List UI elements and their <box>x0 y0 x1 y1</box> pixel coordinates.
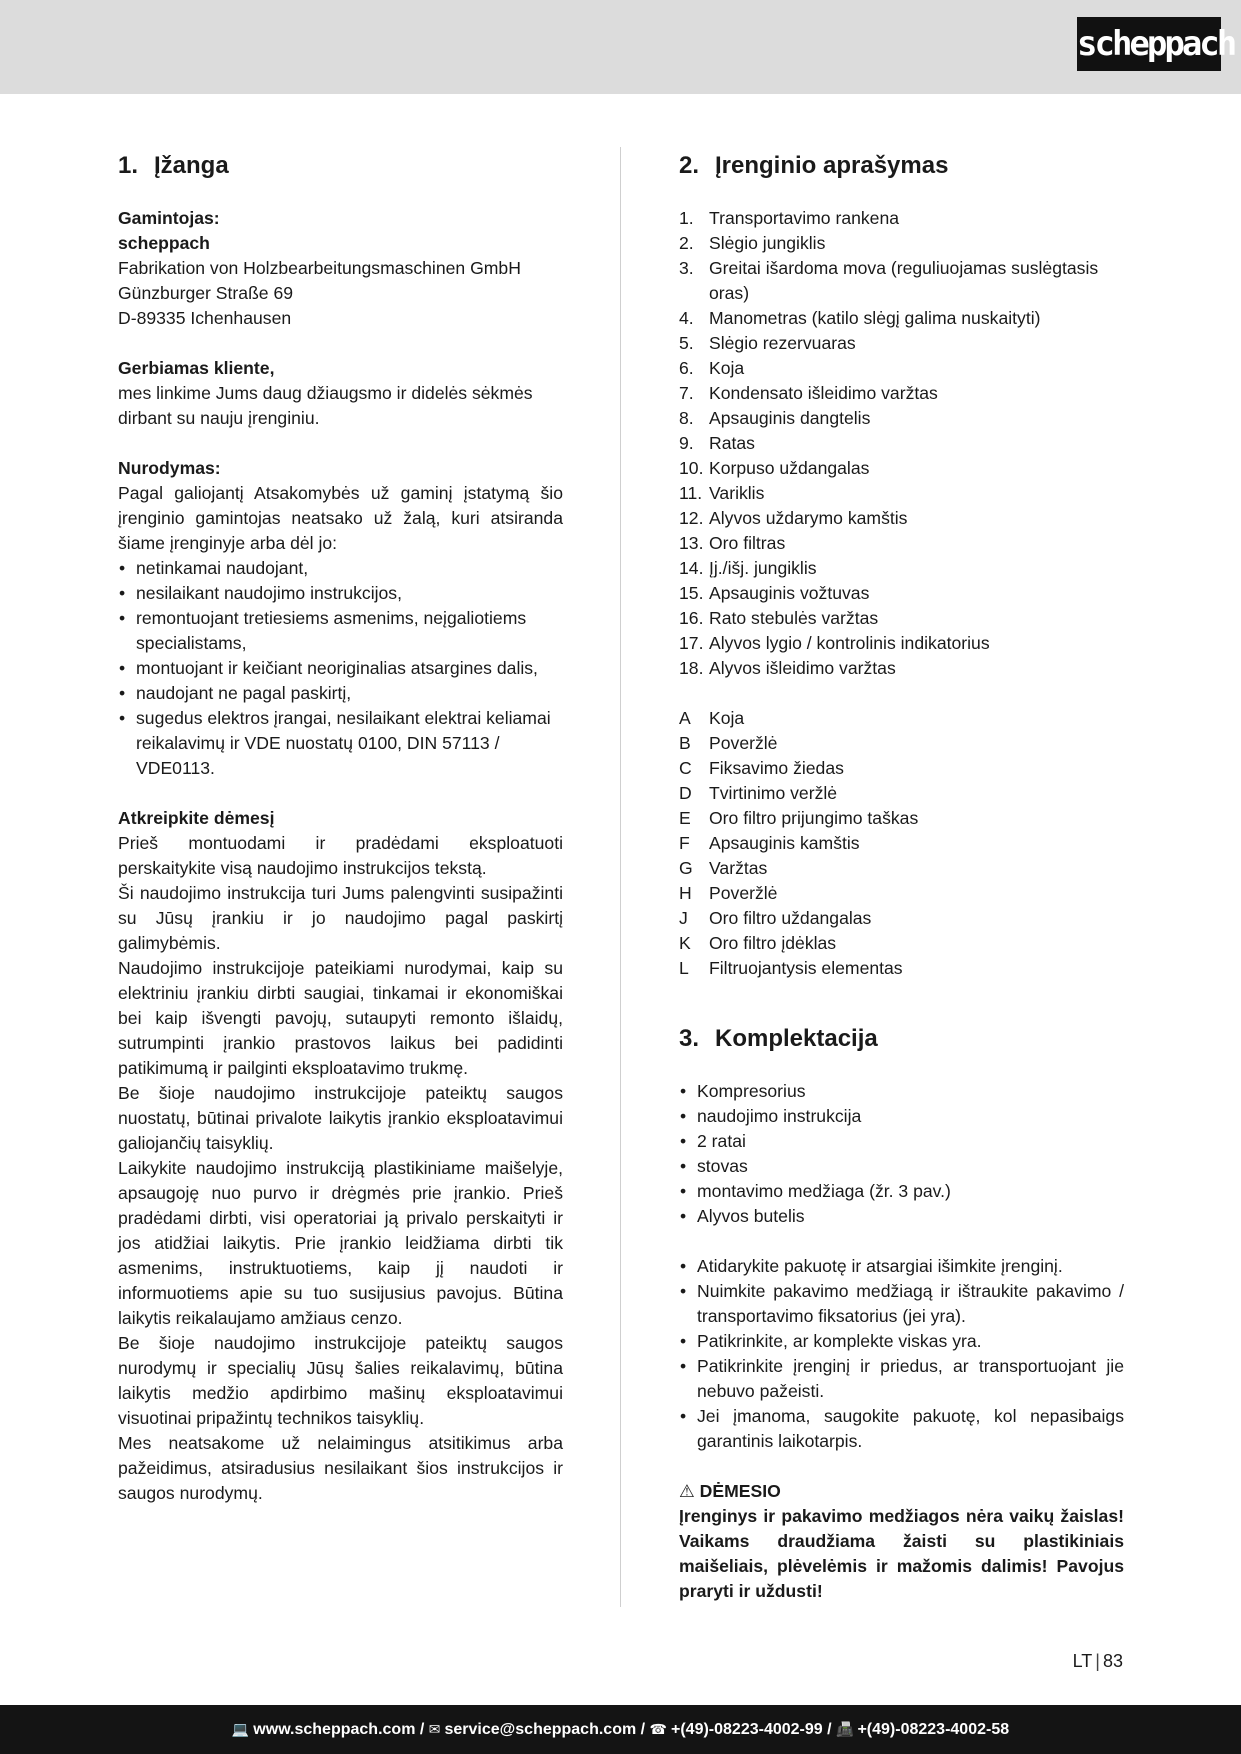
list-item: • sugedus elektros įrangai, nesilaikant elektrai keliamai reikalavimų ir VDE nuostatų 0100, DIN 57113 / VDE0113. <box>118 706 563 781</box>
list-item: E Oro filtro prijungimo taškas <box>679 808 919 828</box>
attention-paragraph: Laikykite naudojimo instrukciją plastikiniame maišelyje, apsaugoję nuo purvo ir drėgmės prie įrankio. Prieš pradėdami dirbti, visi operatoriai ją privalo perskaityti ir jos atidžiai laikytis. Prie įrankio leidžiama dirbti tik asmenims, instruktuotiems, kaip jį naudoti ir informuotiems apie su tuo susijusius pavojus. Būtina laikytis reikalaujamo amžiaus cenzo. <box>118 1158 563 1328</box>
list-item: 18. Alyvos išleidimo varžtas <box>679 658 896 678</box>
list-item: B Poveržlė <box>679 733 778 753</box>
section-number: 3. <box>679 1025 700 1052</box>
list-item: • 2 ratai <box>679 1129 1124 1154</box>
attention-paragraph: Naudojimo instrukcijoje pateikiami nurodymai, kaip su elektriniu įrankiu dirbti saugiai, tinkamai ir ekonomiškai bei kaip išvengti pavojų, sutaupyti remonto išlaidų, sutrumpinti įrankio prastovos laikus bei padidinti patikimumą ir pailginti eksploatavimo trukmę. <box>118 958 563 1078</box>
section-1-heading <box>118 150 563 182</box>
scheppach-logo: scheppach <box>1077 17 1221 71</box>
attention-title: Atkreipkite dėmesį <box>118 808 275 828</box>
list-item: • Alyvos butelis <box>679 1204 1124 1229</box>
list-item: 12. Alyvos uždarymo kamštis <box>679 508 908 528</box>
attention-paragraph: Mes neatsakome už nelaimingus atsitikimus arba pažeidimus, atsiradusius nesilaikant šios instrukcijos ir saugos nurodymų. <box>118 1433 563 1503</box>
list-item: 6. Koja <box>679 358 745 378</box>
website-link[interactable]: www.scheppach.com <box>253 1721 416 1738</box>
computer-icon: 💻 <box>231 1721 250 1737</box>
section-number: 1. <box>118 152 139 179</box>
manufacturer-line: Günzburger Straße 69 <box>118 283 294 303</box>
list-item: J Oro filtro uždangalas <box>679 908 872 928</box>
phone-number: +(49)-08223-4002-99 <box>671 1721 823 1738</box>
parts-list <box>679 206 1124 681</box>
list-item: 1. Transportavimo rankena <box>679 208 900 228</box>
list-item: • Patikrinkite, ar komplekte viskas yra. <box>679 1329 1124 1354</box>
page-number: LT | 83 <box>1072 1651 1123 1671</box>
warning-heading <box>679 1479 1124 1504</box>
greeting-title: Gerbiamas kliente, <box>118 358 275 378</box>
list-item: • naudojant ne pagal paskirtį, <box>118 681 563 706</box>
manufacturer-line: D-89335 Ichenhausen <box>118 308 292 328</box>
manufacturer-name: scheppach <box>118 233 210 253</box>
email-link[interactable]: service@scheppach.com <box>444 1721 637 1738</box>
list-item: • netinkamai naudojant, <box>118 556 563 581</box>
list-item: • remontuojant tretiesiems asmenims, neįgaliotiems specialistams, <box>118 606 563 656</box>
list-item: G Varžtas <box>679 858 768 878</box>
fax-number: +(49)-08223-4002-58 <box>857 1721 1010 1738</box>
list-item: 9. Ratas <box>679 433 755 453</box>
unpacking-steps-list <box>679 1254 1124 1454</box>
right-column <box>679 150 1124 1604</box>
note-intro: Pagal galiojantį Atsakomybės už gaminį įstatymą šio įrenginio gamintojas neatsako už žalą, kuri atsiranda šiame įrenginyje arba dėl jo: <box>118 483 563 553</box>
contact-footer: 💻 www.scheppach.com / ✉ service@scheppach.com / ☎ +(49)-08223-4002-99 / 📠 +(49)-08223-4002-58 <box>0 1705 1241 1754</box>
accessory-parts-list <box>679 706 1124 981</box>
list-item: 13. Oro filtras <box>679 533 786 553</box>
note-title: Nurodymas: <box>118 458 221 478</box>
column-divider <box>620 147 621 1607</box>
list-item: 2. Slėgio jungiklis <box>679 233 826 253</box>
section-2-heading <box>679 150 1124 182</box>
list-item: • Nuimkite pakavimo medžiagą ir ištraukite pakavimo / transportavimo fiksatorius (jei yra). <box>679 1279 1124 1329</box>
warning-title: DĖMESIO <box>699 1481 781 1501</box>
list-item: • stovas <box>679 1154 1124 1179</box>
section-title: Įžanga <box>154 152 229 179</box>
list-item: • Jei įmanoma, saugokite pakuotę, kol nepasibaigs garantinis laikotarpis. <box>679 1404 1124 1454</box>
list-item: • Patikrinkite įrenginį ir priedus, ar transportuojant jie nebuvo pažeisti. <box>679 1354 1124 1404</box>
list-item: 17. Alyvos lygio / kontrolinis indikatorius <box>679 633 990 653</box>
attention-paragraph: Ši naudojimo instrukcija turi Jums palengvinti susipažinti su Jūsų įrankiu ir jo naudojimo pagal paskirtį galimybėmis. <box>118 883 563 953</box>
mail-icon: ✉ <box>428 1721 441 1737</box>
greeting-text: mes linkime Jums daug džiaugsmo ir didelės sėkmės dirbant su nauju įrenginiu. <box>118 383 533 428</box>
list-item: F Apsauginis kamštis <box>679 833 860 853</box>
liability-list <box>118 556 563 781</box>
section-title: Komplektacija <box>715 1025 878 1052</box>
warning-text: Įrenginys ir pakavimo medžiagos nėra vaikų žaislas! Vaikams draudžiama žaisti su plastikiniais maišeliais, plėvelėmis ir mažomis dalimis! Pavojus praryti ir uždusti! <box>679 1506 1124 1601</box>
contents-list <box>679 1079 1124 1229</box>
list-item: • Atidarykite pakuotę ir atsargiai išimkite įrenginį. <box>679 1254 1124 1279</box>
attention-paragraph: Be šioje naudojimo instrukcijoje pateiktų saugos nuostatų, būtinai privalote laikytis įrankio eksploatavimui galiojančių taisyklių. <box>118 1083 563 1153</box>
list-item: 5. Slėgio rezervuaras <box>679 333 856 353</box>
list-item: • montuojant ir keičiant neoriginalias atsargines dalis, <box>118 656 563 681</box>
list-item: • Kompresorius <box>679 1079 1124 1104</box>
section-3-heading <box>679 1023 1124 1055</box>
left-column <box>118 150 563 1506</box>
list-item: K Oro filtro įdėklas <box>679 933 837 953</box>
attention-paragraph: Prieš montuodami ir pradėdami eksploatuoti perskaitykite visą naudojimo instrukcijos tekstą. <box>118 833 563 878</box>
list-item: 10. Korpuso uždangalas <box>679 458 870 478</box>
attention-paragraph: Be šioje naudojimo instrukcijoje pateiktų saugos nurodymų ir specialių Jūsų šalies reikalavimų, būtina laikytis medžio apdirbimo mašinų eksploatavimui visuotinai pripažintų technikos taisyklių. <box>118 1333 563 1428</box>
list-item: 15. Apsauginis vožtuvas <box>679 583 870 603</box>
header-band <box>0 0 1241 94</box>
manufacturer-label: Gamintojas: <box>118 208 220 228</box>
list-item: 3. Greitai išardoma mova (reguliuojamas suslėgtasis oras) <box>679 258 1099 303</box>
list-item: H Poveržlė <box>679 883 778 903</box>
list-item: 14. Įj./išj. jungiklis <box>679 558 817 578</box>
fax-icon: 📠 <box>836 1721 854 1737</box>
list-item: • nesilaikant naudojimo instrukcijos, <box>118 581 563 606</box>
list-item: 16. Rato stebulės varžtas <box>679 608 879 628</box>
list-item: L Filtruojantysis elementas <box>679 958 903 978</box>
list-item: D Tvirtinimo veržlė <box>679 783 838 803</box>
list-item: 7. Kondensato išleidimo varžtas <box>679 383 938 403</box>
list-item: C Fiksavimo žiedas <box>679 758 844 778</box>
section-title: Įrenginio aprašymas <box>715 152 949 179</box>
manufacturer-line: Fabrikation von Holzbearbeitungsmaschinen GmbH <box>118 258 521 278</box>
phone-icon: ☎ <box>649 1721 667 1737</box>
warning-icon: ⚠ <box>679 1481 695 1501</box>
list-item: 8. Apsauginis dangtelis <box>679 408 871 428</box>
list-item: 4. Manometras (katilo slėgį galima nuskaityti) <box>679 308 1041 328</box>
list-item: 11. Variklis <box>679 483 765 503</box>
list-item: • montavimo medžiaga (žr. 3 pav.) <box>679 1179 1124 1204</box>
section-number: 2. <box>679 152 700 179</box>
list-item: • naudojimo instrukcija <box>679 1104 1124 1129</box>
list-item: A Koja <box>679 708 745 728</box>
